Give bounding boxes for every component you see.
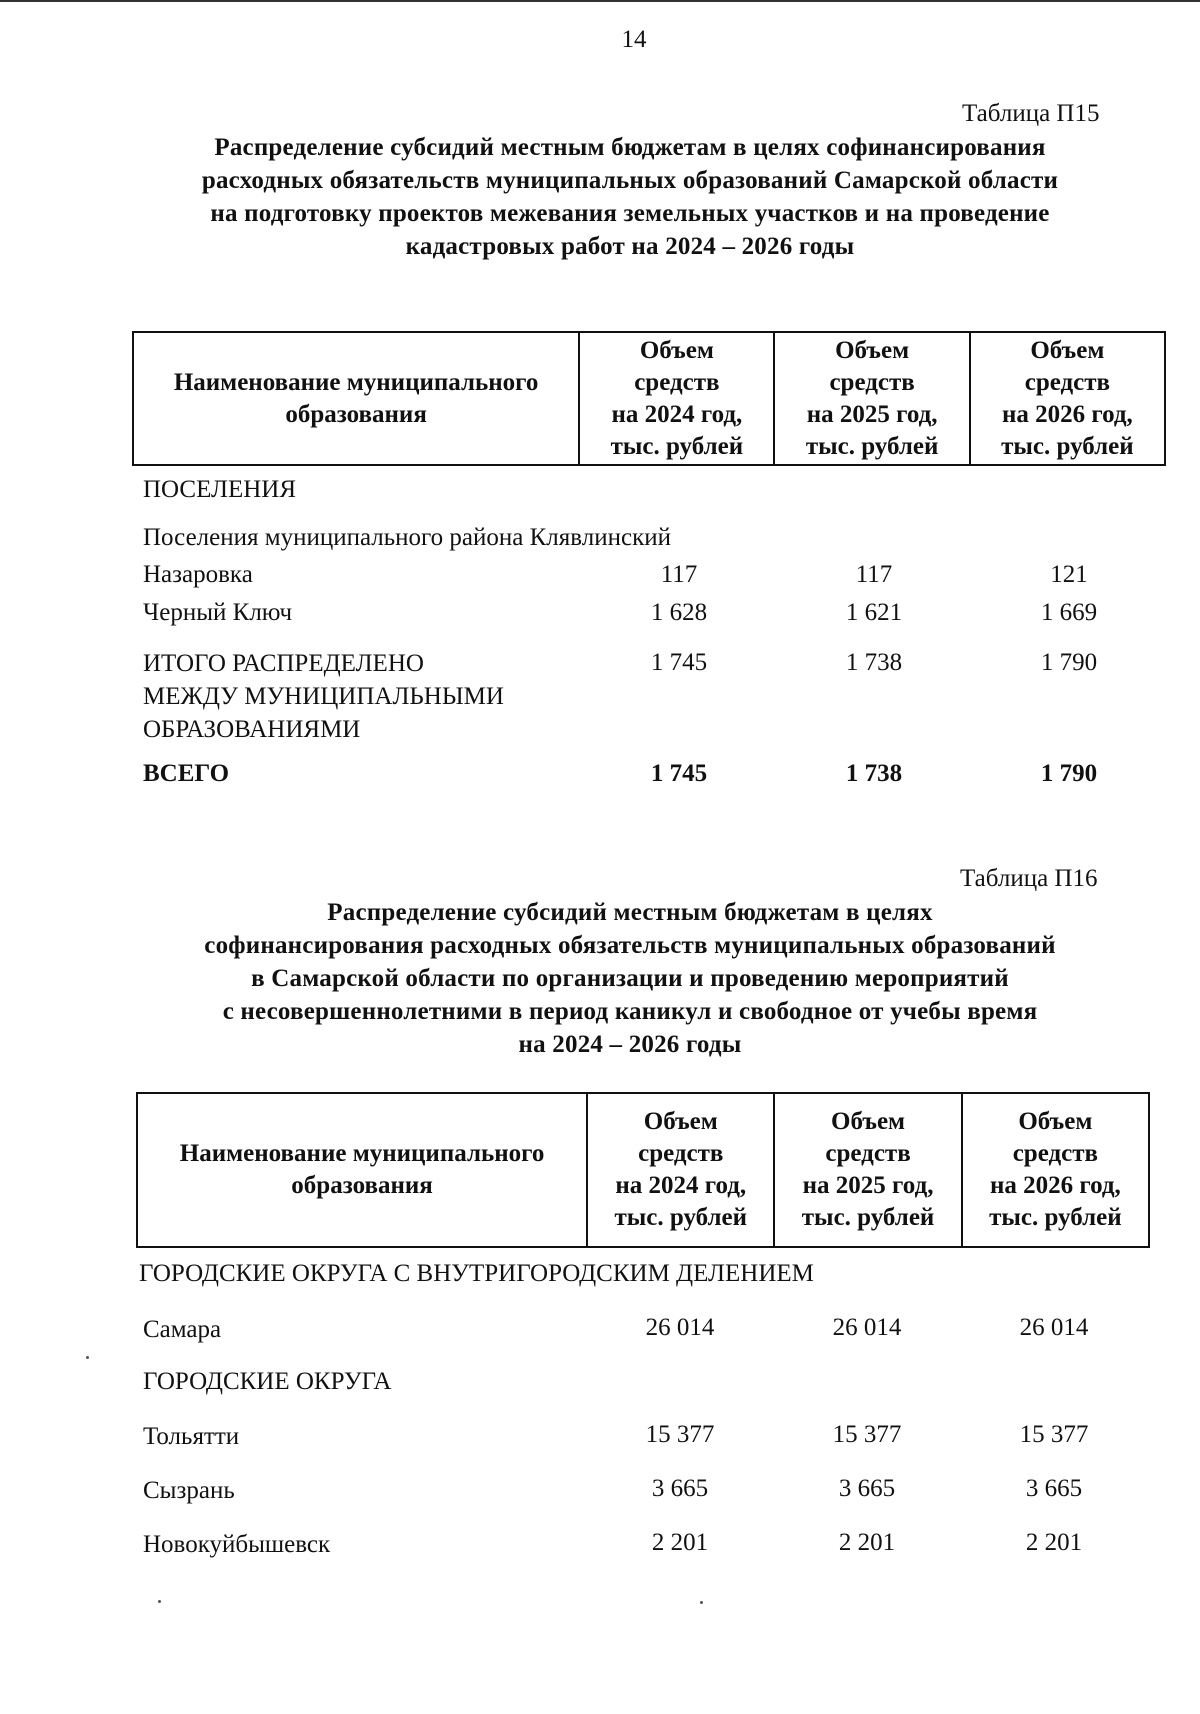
title-line: Распределение субсидий местным бюджетам в целях софинансирования bbox=[214, 134, 1046, 161]
value-2026: 121 bbox=[1050, 561, 1088, 588]
table15-label: Таблица П15 bbox=[962, 100, 1100, 127]
row-name: Сызрань bbox=[143, 1477, 235, 1504]
value-2024: 26 014 bbox=[645, 1314, 715, 1341]
value-2025: 3 665 bbox=[838, 1475, 896, 1502]
value-2024: 15 377 bbox=[645, 1421, 715, 1448]
title-line: на подготовку проектов межевания земельных участков и на проведение bbox=[210, 200, 1050, 227]
row-name: Назаровка bbox=[143, 561, 253, 588]
table16-header bbox=[136, 1092, 1150, 1248]
row-name: Самара bbox=[143, 1316, 222, 1343]
scan-speck bbox=[158, 1600, 161, 1603]
title-line: софинансирования расходных обязательств муниципальных образований bbox=[204, 932, 1056, 959]
header-2025-column: Объем средств на 2025 год, тыс. рублей bbox=[774, 1093, 961, 1247]
value-2025: 26 014 bbox=[832, 1314, 902, 1341]
header-2025-column: Объем средств на 2025 год, тыс. рублей bbox=[774, 332, 969, 465]
top-border-line bbox=[0, 0, 1200, 2]
scan-speck bbox=[86, 1356, 89, 1359]
value-2024: 1 745 bbox=[650, 760, 708, 787]
row-name: Черный Ключ bbox=[143, 599, 293, 626]
value-2025: 117 bbox=[855, 561, 893, 588]
title-line: на 2024 – 2026 годы bbox=[518, 1031, 742, 1058]
value-2024: 117 bbox=[660, 561, 698, 588]
table15-header bbox=[132, 331, 1166, 466]
title-line: в Самарской области по организации и проведению мероприятий bbox=[251, 965, 1009, 992]
value-2025: 1 738 bbox=[845, 760, 903, 787]
value-2026: 1 790 bbox=[1040, 760, 1098, 787]
value-2025: 1 738 bbox=[845, 649, 903, 676]
row-name: Новокуйбышевск bbox=[143, 1531, 331, 1558]
value-2026: 26 014 bbox=[1019, 1314, 1089, 1341]
header-name-column: Наименование муниципального образования bbox=[133, 332, 579, 465]
table15-title bbox=[110, 131, 1150, 263]
section-heading: ГОРОДСКИЕ ОКРУГА С ВНУТРИГОРОДСКИМ ДЕЛЕНИЕМ bbox=[139, 1260, 814, 1287]
itogo-label: ИТОГО РАСПРЕДЕЛЕНО МЕЖДУ МУНИЦИПАЛЬНЫМИ ОБРАЗОВАНИЯМИ bbox=[143, 650, 504, 743]
title-line: расходных обязательств муниципальных образований Самарской области bbox=[201, 167, 1059, 194]
value-2024: 1 628 bbox=[650, 599, 708, 626]
value-2026: 3 665 bbox=[1025, 1475, 1083, 1502]
total-label: ВСЕГО bbox=[143, 760, 230, 787]
value-2025: 1 621 bbox=[845, 599, 903, 626]
header-2024-column: Объем средств на 2024 год, тыс. рублей bbox=[587, 1093, 774, 1247]
scan-speck bbox=[700, 1601, 703, 1604]
value-2026: 1 669 bbox=[1040, 599, 1098, 626]
page-number: 14 bbox=[621, 26, 647, 53]
table16-title bbox=[110, 896, 1150, 1061]
title-line: Распределение субсидий местным бюджетам в целях bbox=[327, 899, 933, 926]
row-name: Тольятти bbox=[143, 1423, 240, 1450]
value-2025: 2 201 bbox=[838, 1529, 896, 1556]
header-2026-column: Объем средств на 2026 год, тыс. рублей bbox=[970, 332, 1165, 465]
table16-label: Таблица П16 bbox=[960, 865, 1098, 892]
title-line: кадастровых работ на 2024 – 2026 годы bbox=[405, 233, 855, 260]
value-2024: 3 665 bbox=[651, 1475, 709, 1502]
header-2026-column: Объем средств на 2026 год, тыс. рублей bbox=[962, 1093, 1149, 1247]
value-2025: 15 377 bbox=[832, 1421, 902, 1448]
value-2024: 2 201 bbox=[651, 1529, 709, 1556]
section-heading: ПОСЕЛЕНИЯ bbox=[143, 476, 297, 503]
header-2024-column: Объем средств на 2024 год, тыс. рублей bbox=[579, 332, 774, 465]
subsection-heading: Поселения муниципального района Клявлинский bbox=[143, 524, 671, 551]
header-name-column: Наименование муниципального образования bbox=[137, 1093, 587, 1247]
value-2026: 1 790 bbox=[1040, 649, 1098, 676]
value-2024: 1 745 bbox=[650, 649, 708, 676]
value-2026: 2 201 bbox=[1025, 1529, 1083, 1556]
value-2026: 15 377 bbox=[1019, 1421, 1089, 1448]
title-line: с несовершеннолетними в период каникул и свободное от учебы время bbox=[222, 998, 1038, 1025]
section-heading: ГОРОДСКИЕ ОКРУГА bbox=[143, 1368, 392, 1395]
